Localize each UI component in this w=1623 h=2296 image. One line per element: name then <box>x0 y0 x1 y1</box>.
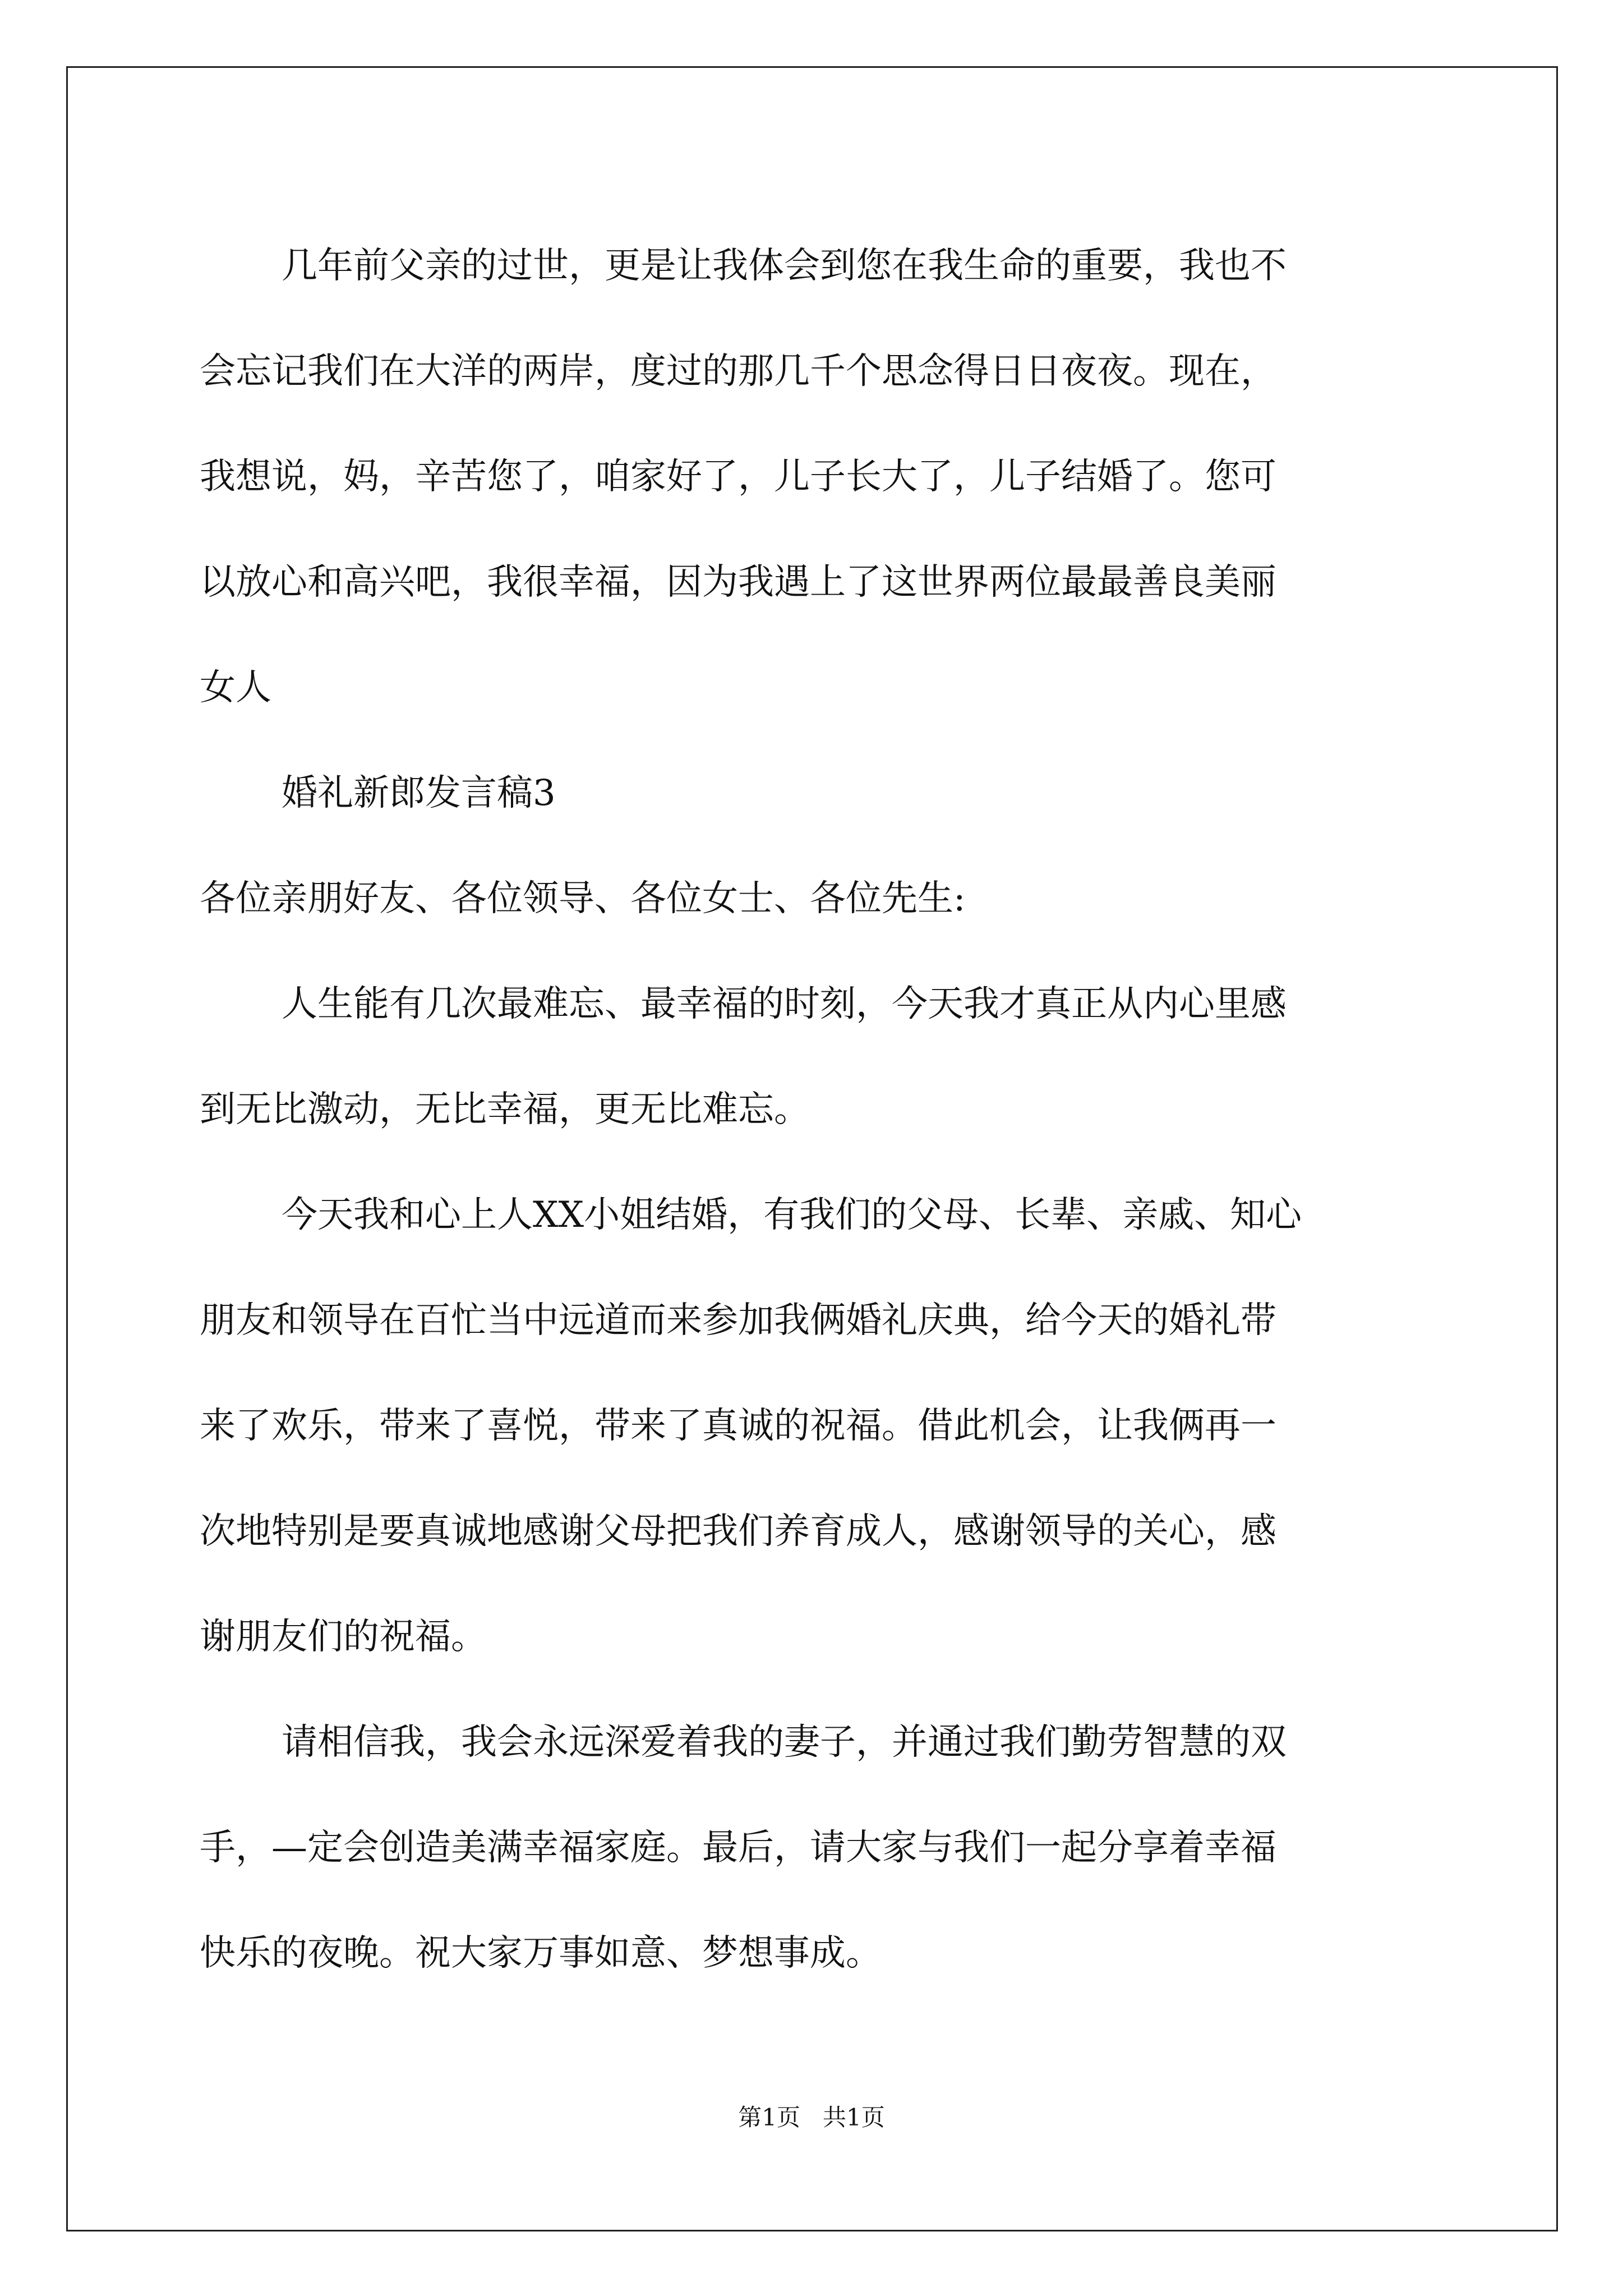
body-line-12: 来了欢乐，带来了喜悦，带来了真诚的祝福。借此机会，让我俩再一 <box>200 1405 1276 1447</box>
body-line-4: 以放心和高兴吧，我很幸福，因为我遇上了这世界两位最最善良美丽 <box>200 562 1276 603</box>
body-line-10: 今天我和心上人XX小姐结婚，有我们的父母、长辈、亲戚、知心 <box>282 1194 1302 1236</box>
body-line-17: 快乐的夜晚。祝大家万事如意、梦想事成。 <box>200 1932 882 1974</box>
body-line-1: 几年前父亲的过世，更是让我体会到您在我生命的重要，我也不 <box>282 245 1287 287</box>
salutation: 各位亲朋好友、各位领导、各位女士、各位先生: <box>200 878 966 919</box>
document-body <box>200 213 1428 2006</box>
body-line-5: 女人 <box>200 667 271 708</box>
body-line-15: 请相信我，我会永远深爱着我的妻子，并通过我们勤劳智慧的双 <box>282 1722 1287 1763</box>
body-line-13: 次地特别是要真诚地感谢父母把我们养育成人，感谢领导的关心，感 <box>200 1511 1276 1552</box>
body-line-9: 到无比激动，无比幸福，更无比难忘。 <box>200 1089 810 1130</box>
body-line-8: 人生能有几次最难忘、最幸福的时刻，今天我才真正从内心里感 <box>282 983 1287 1025</box>
page-number-footer: 第1页 共1页 <box>738 2104 885 2131</box>
body-line-2: 会忘记我们在大洋的两岸，度过的那几千个思念得日日夜夜。现在， <box>200 351 1276 392</box>
section-heading: 婚礼新郎发言稿3 <box>282 772 556 814</box>
body-line-16: 手，—定会创造美满幸福家庭。最后，请大家与我们一起分享着幸福 <box>200 1827 1276 1869</box>
body-line-3: 我想说，妈，辛苦您了，咱家好了，儿子长大了，儿子结婚了。您可 <box>200 456 1276 498</box>
body-line-14: 谢朋友们的祝福。 <box>200 1616 487 1658</box>
body-line-11: 朋友和领导在百忙当中远道而来参加我俩婚礼庆典，给今天的婚礼带 <box>200 1300 1276 1341</box>
